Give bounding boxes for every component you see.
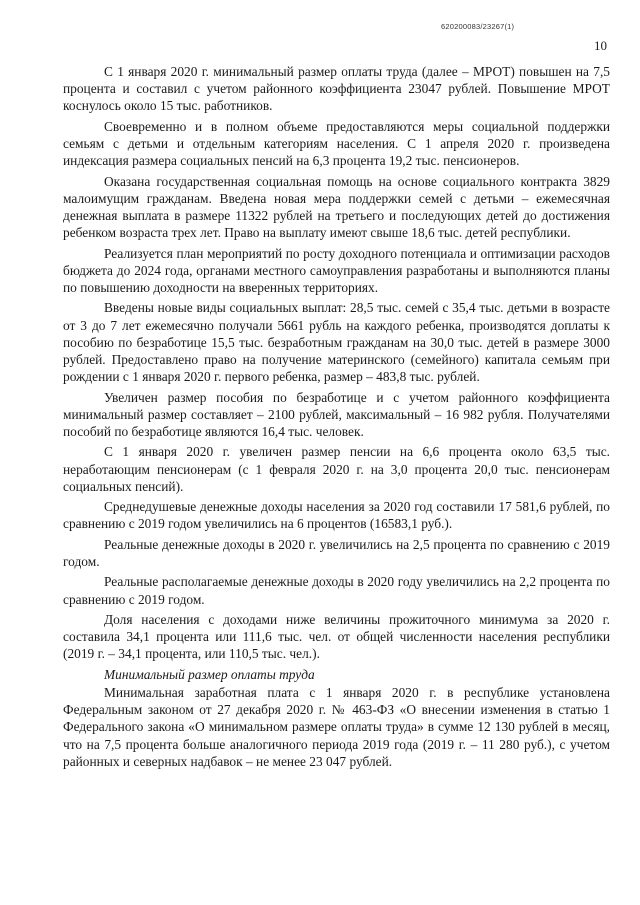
document-id: 620200083/23267(1)	[441, 22, 515, 31]
section-subheading: Минимальный размер оплаты труда	[104, 666, 315, 682]
paragraph-minimum-wage: Минимальная заработная плата с 1 января 2020 г. в республике установлена Федеральным законом от 27 декабря 2020 г. № 463-ФЗ «О внесении изменения в статью 1 Федерального закона «О минимальном размере оплаты труда» в сумме 12 130 рублей в месяц, что на 7,5 процента больше аналогичного периода 2019 года (2019 г. – 11 280 руб.), с учетом районных и северных надбавок – не менее 23 047 рублей.	[63, 684, 610, 769]
paragraph-budget-plan: Реализуется план мероприятий по росту доходного потенциала и оптимизации расходов бюджета до 2024 года, органами местного самоуправления разработаны и выполняются планы по повышению доходности на вверенных территориях.	[63, 245, 610, 295]
paragraph-unemployment-benefit: Увеличен размер пособия по безработице и с учетом районного коэффициента минимальный размер составляет – 2100 рублей, максимальный – 16 982 рубля. Получателями пособий по безработице являются 16,4 тыс. человек.	[63, 389, 610, 439]
paragraph-new-payments: Введены новые виды социальных выплат: 28,5 тыс. семей с 35,4 тыс. детьми в возрасте от 3 до 7 лет ежемесячно получали 5661 рубль на каждого ребенка, производятся доплаты к пособию по безработице 15,5 тыс. безработным гражданам на 30,0 тыс. детей в размере 3000 рублей. Предоставлено право на получение материнского (семейного) капитала семьям при рождении с 1 января 2020 г. первого ребенка, размер – 483,8 тыс. рублей.	[63, 300, 610, 385]
paragraph-social-support: Своевременно и в полном объеме предоставляются меры социальной поддержки семьям с детьми и отдельным категориям населения. С 1 апреля 2020 г. произведена индексация размера социальных пенсий на 6,3 процента 19,2 тыс. пенсионеров.	[63, 118, 610, 169]
paragraph-social-contract: Оказана государственная социальная помощь на основе социального контракта 3829 малоимущим гражданам. Введена новая мера поддержки семей с детьми – ежемесячная денежная выплата в размере 11322 рублей на третьего и последующих детей до достижения ребенком возраста трех лет. Право на выплату имеют свыше 18,6 тыс. детей республики.	[63, 173, 610, 241]
paragraph-disposable-income: Реальные располагаемые денежные доходы в 2020 году увеличились на 2,2 процента по сравнению с 2019 годом.	[63, 574, 610, 607]
page-body	[63, 63, 610, 773]
paragraph-pension-increase: С 1 января 2020 г. увеличен размер пенсии на 6,6 процента около 63,5 тыс. неработающим пенсионерам (с 1 февраля 2020 г. на 3,0 процента 20,0 тыс. пенсионерам социальных пенсий).	[63, 444, 610, 494]
paragraph-real-income: Реальные денежные доходы в 2020 г. увеличились на 2,5 процента по сравнению с 2019 годом.	[63, 536, 610, 569]
paragraph-mrot-increase: С 1 января 2020 г. минимальный размер оплаты труда (далее – МРОТ) повышен на 7,5 процента и составил с учетом районного коэффициента 23047 рублей. Повышение МРОТ коснулось около 15 тыс. работников.	[63, 64, 610, 114]
paragraph-per-capita-income: Среднедушевые денежные доходы населения за 2020 год составили 17 581,6 рублей, по сравнению с 2019 годом увеличились на 6 процентов (16583,1 руб.).	[63, 499, 610, 532]
paragraph-poverty-share: Доля населения с доходами ниже величины прожиточного минимума за 2020 г. составила 34,1 процента или 111,6 тыс. чел. от общей численности населения республики (2019 г. – 34,1 процента, или 110,5 тыс. чел.).	[63, 611, 610, 662]
page-number: 10	[594, 38, 607, 53]
